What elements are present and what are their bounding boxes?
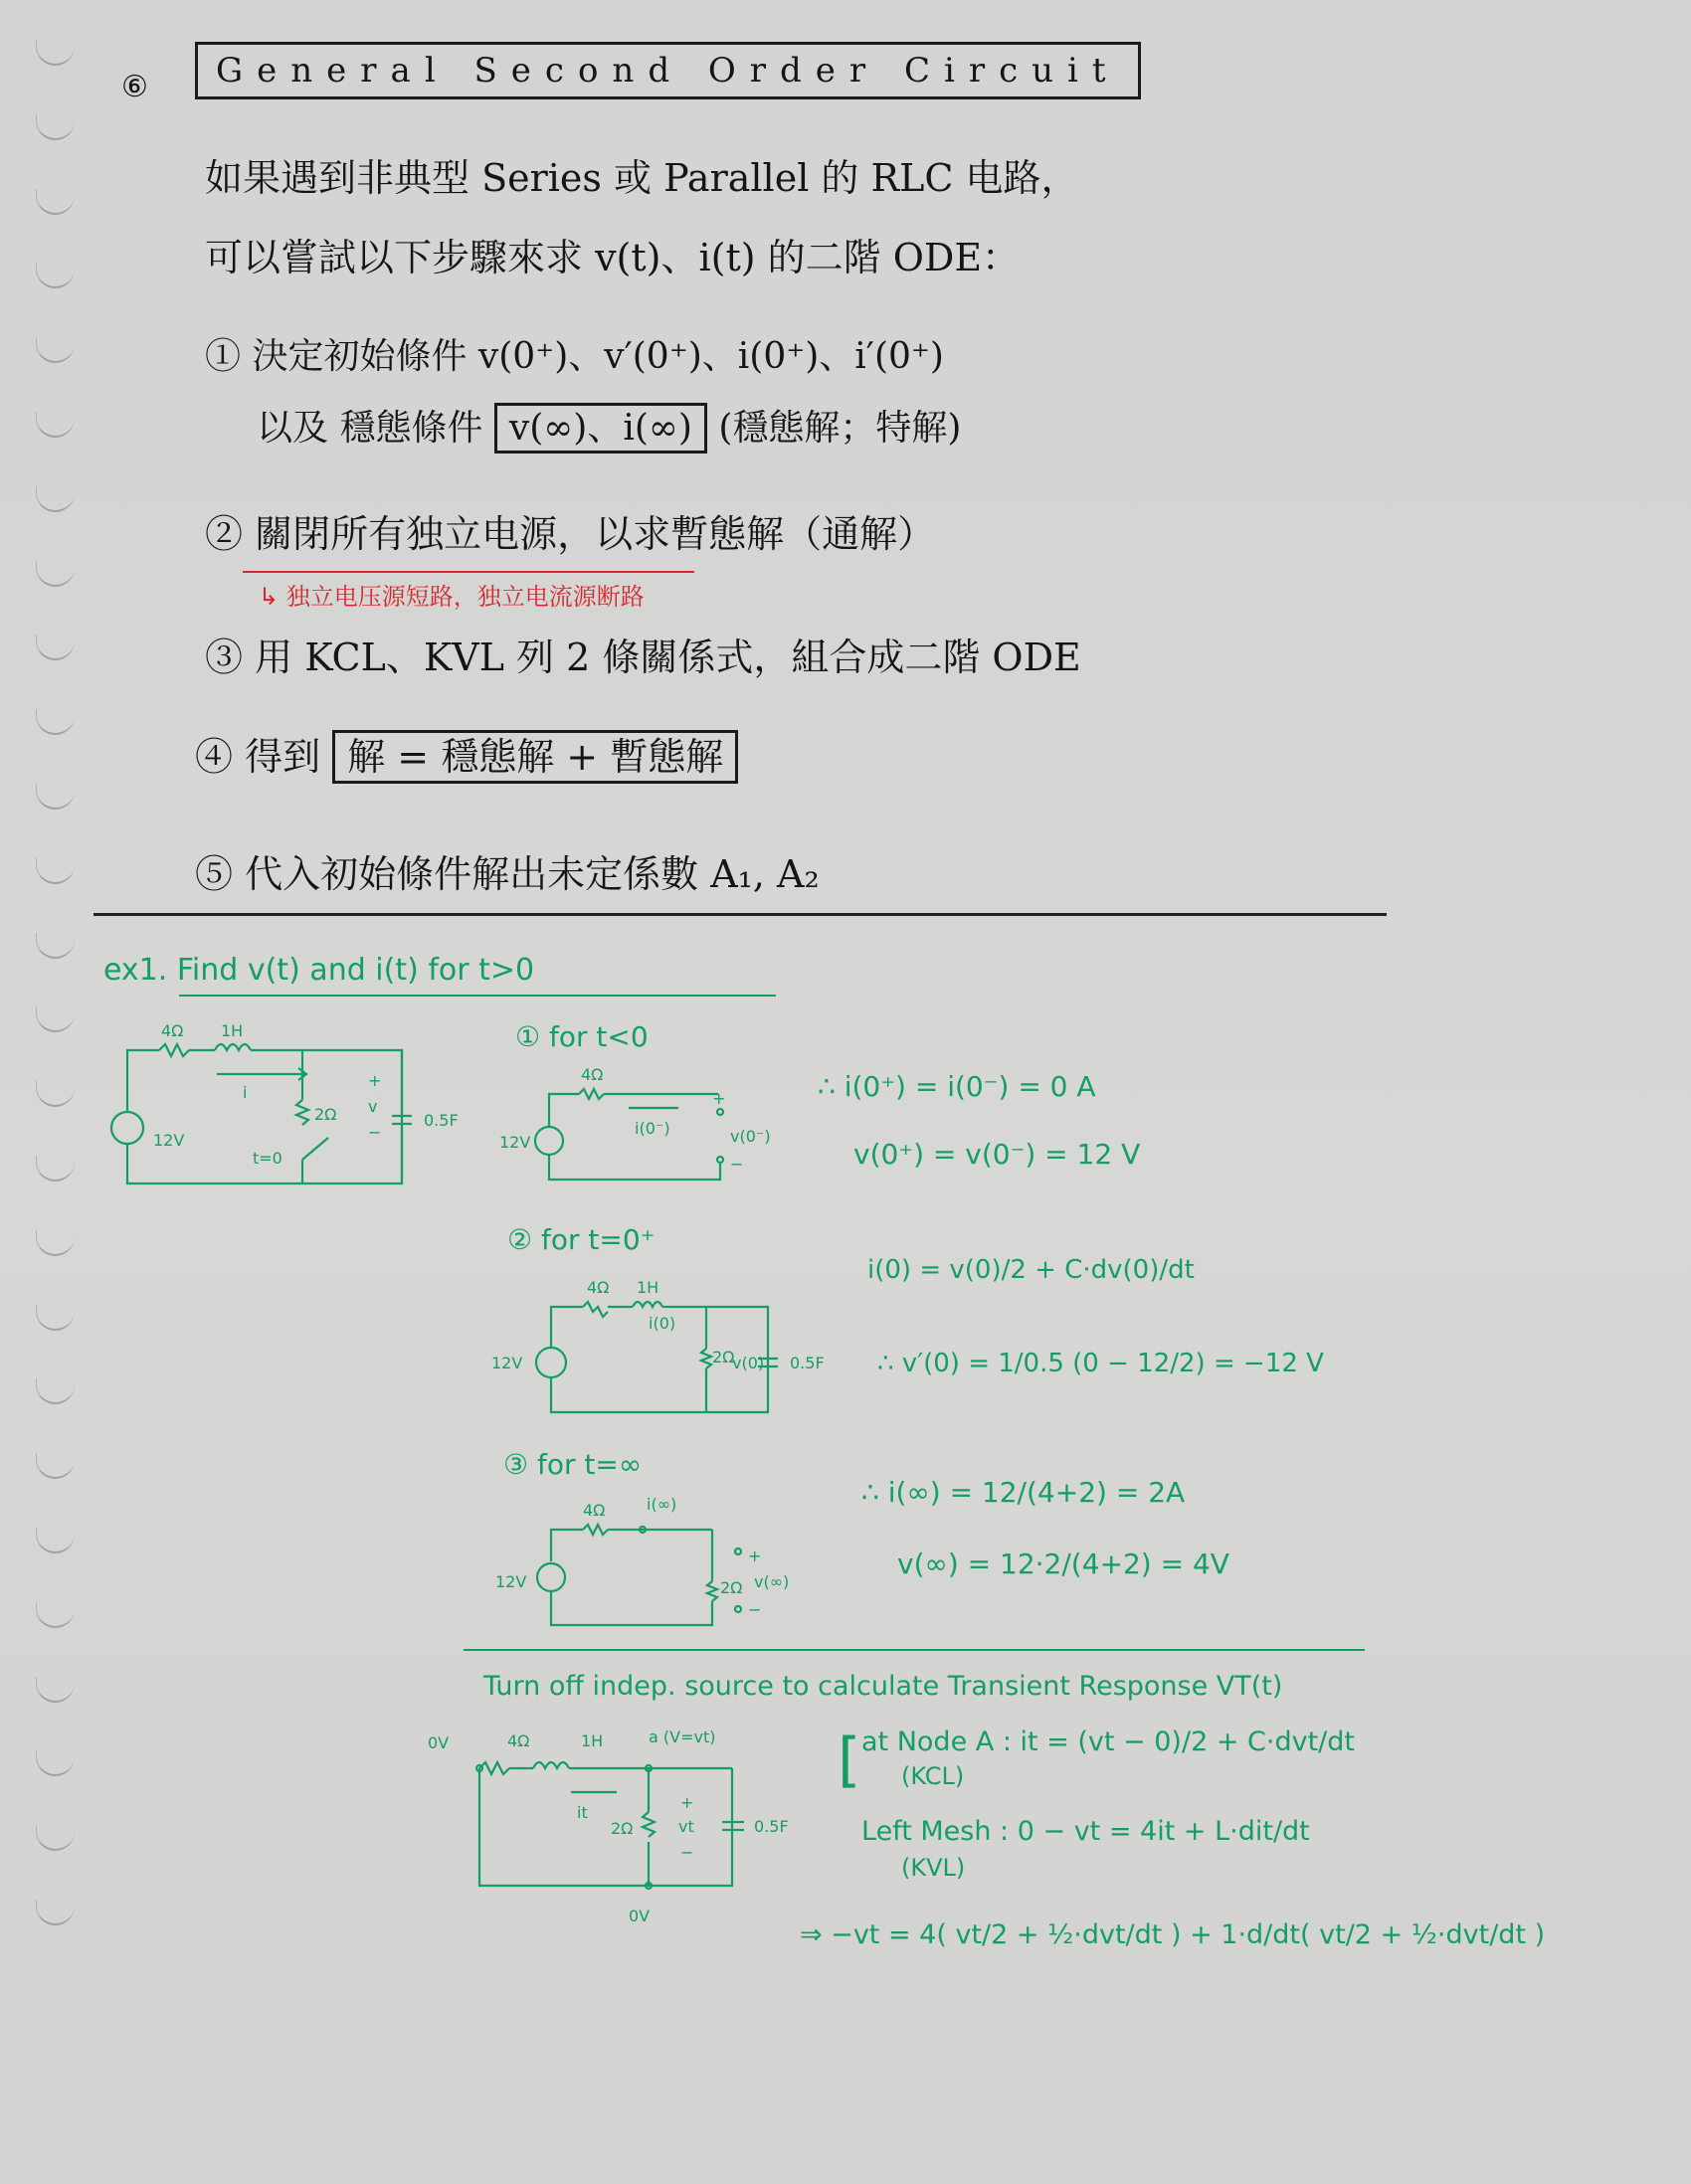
- c2-label-12v: 12V: [491, 1354, 523, 1372]
- case-3-eq-2: v(∞) = 12·2/(4+2) = 4V: [897, 1547, 1229, 1580]
- c2-resistor: [583, 1302, 608, 1317]
- c1-terminal-bottom: [717, 1157, 723, 1163]
- binder-hole: [36, 1378, 75, 1404]
- case-2-circuit: [487, 1273, 846, 1422]
- binder-hole: [36, 1156, 75, 1182]
- c1-resistor: [579, 1089, 604, 1099]
- binder-hole: [36, 933, 75, 959]
- c1-label-i0m: i(0⁻): [635, 1119, 670, 1138]
- c1-label-4ohm: 4Ω: [581, 1065, 604, 1084]
- label-12v: 12V: [153, 1131, 185, 1150]
- kcl-equation: at Node A : it = (vt − 0)/2 + C·dvt/dt: [861, 1727, 1355, 1757]
- step-5: [195, 843, 820, 898]
- label-minus: −: [368, 1123, 382, 1142]
- case-2-heading: ② for t=0⁺: [507, 1223, 656, 1256]
- c3-label-vinf: v(∞): [754, 1572, 790, 1591]
- step-1: [205, 328, 944, 379]
- binder-hole: [36, 1677, 75, 1703]
- c2-label-1h: 1H: [637, 1278, 659, 1297]
- c3-terminal-bottom: [735, 1606, 741, 1612]
- transient-circuit: [422, 1723, 820, 1931]
- resistor-2ohm-symbol: [296, 1100, 308, 1125]
- case-3-circuit: [491, 1492, 820, 1641]
- c3-label-iinf: i(∞): [647, 1495, 677, 1514]
- c1-source: [535, 1127, 563, 1155]
- binder-hole: [36, 709, 75, 735]
- tr-label-05f: 0.5F: [754, 1817, 789, 1836]
- case-1-circuit: [499, 1064, 798, 1193]
- binder-hole: [36, 1305, 75, 1331]
- c1-terminal-top: [717, 1109, 723, 1115]
- tr-resistor: [479, 1762, 509, 1774]
- voltage-source-symbol: [111, 1112, 143, 1144]
- tr-inductor: [533, 1762, 569, 1768]
- c1-label-v0m: v(0⁻): [730, 1127, 771, 1146]
- transient-divider: [464, 1649, 1365, 1651]
- binder-hole: [36, 189, 75, 215]
- main-wire: [127, 1050, 159, 1112]
- case-1-eq-1: ∴ i(0⁺) = i(0⁻) = 0 A: [818, 1070, 1096, 1103]
- c1-label-plus: +: [712, 1089, 726, 1108]
- binder-hole: [36, 114, 75, 140]
- step-4-text: 得到: [245, 735, 321, 779]
- binder-hole: [36, 1006, 75, 1032]
- step-2-number: ②: [205, 512, 244, 556]
- tr-wire-left: [479, 1768, 732, 1886]
- c2-label-2ohm: 2Ω: [712, 1348, 735, 1366]
- c2-label-05f: 0.5F: [790, 1354, 825, 1372]
- tr-label-zero-left: 0V: [428, 1733, 450, 1752]
- c2-label-v0: v(0): [732, 1354, 765, 1372]
- steady-condition-note: (穩態解；特解): [718, 408, 962, 449]
- tr-label-4ohm: 4Ω: [507, 1731, 530, 1750]
- step-5-number: ⑤: [195, 852, 234, 896]
- label-i: i: [243, 1083, 248, 1102]
- c3-label-2ohm: 2Ω: [720, 1578, 743, 1597]
- c3-wire-bottom: [551, 1591, 712, 1625]
- tr-label-1h: 1H: [581, 1731, 604, 1750]
- step-2-text: 關閉所有独立电源，以求暫態解（通解）: [255, 512, 936, 556]
- kcl-tag: (KCL): [901, 1762, 965, 1790]
- case-3-eq-1: ∴ i(∞) = 12/(4+2) = 2A: [861, 1476, 1186, 1509]
- binder-hole: [36, 40, 75, 66]
- c2-label-i0: i(0): [649, 1314, 676, 1333]
- equation-brace: [: [838, 1726, 861, 1795]
- case-1-eq-2: v(0⁺) = v(0⁻) = 12 V: [853, 1138, 1141, 1171]
- intro-line-1: 如果遇到非典型 Series 或 Parallel 的 RLC 电路，: [205, 156, 1079, 200]
- label-t0: t=0: [253, 1149, 282, 1168]
- step-5-text: 代入初始條件解出未定係數 A₁, A₂: [245, 852, 820, 896]
- tr-resistor-2ohm: [643, 1812, 655, 1837]
- c3-terminal-top: [735, 1548, 741, 1554]
- label-1h: 1H: [221, 1021, 244, 1040]
- section-number: ⑥: [121, 70, 148, 104]
- binder-hole: [36, 1602, 75, 1628]
- c1-wire: [549, 1094, 579, 1126]
- step-4-number: ④: [195, 735, 234, 779]
- c3-source: [537, 1563, 565, 1591]
- tr-label-2ohm: 2Ω: [611, 1819, 634, 1838]
- binder-holes: [36, 40, 86, 1989]
- example-heading: ex1. Find v(t) and i(t) for t>0: [103, 953, 535, 988]
- binder-hole: [36, 1081, 75, 1107]
- c3-label-12v: 12V: [495, 1572, 527, 1591]
- c3-wire: [551, 1530, 583, 1561]
- binder-hole: [36, 1900, 75, 1925]
- binder-hole: [36, 263, 75, 288]
- binder-hole: [36, 1230, 75, 1256]
- label-05f: 0.5F: [424, 1111, 459, 1130]
- case-3-heading: ③ for t=∞: [503, 1448, 643, 1481]
- c2-label-4ohm: 4Ω: [587, 1278, 610, 1297]
- binder-hole: [36, 486, 75, 512]
- tr-label-it: it: [577, 1803, 588, 1822]
- step-1-text: 決定初始條件 v(0⁺)、v′(0⁺)、i(0⁺)、i′(0⁺): [252, 336, 944, 377]
- c3-label-minus: −: [748, 1600, 762, 1619]
- c1-label-minus: −: [730, 1155, 744, 1174]
- case-2-eq-2: ∴ v′(0) = 1/0.5 (0 − 12/2) = −12 V: [877, 1349, 1324, 1378]
- step-3-number: ③: [205, 636, 244, 679]
- binder-hole: [36, 561, 75, 587]
- step-2: [205, 503, 935, 558]
- binder-hole: [36, 1825, 75, 1851]
- binder-hole: [36, 858, 75, 884]
- c3-label-4ohm: 4Ω: [583, 1501, 606, 1520]
- transient-heading: Turn off indep. source to calculate Transient Response VT(t): [483, 1671, 1283, 1702]
- c1-label-12v: 12V: [499, 1133, 531, 1152]
- step-3-text: 用 KCL、KVL 列 2 條關係式，組合成二階 ODE: [255, 636, 1081, 679]
- tr-label-plus: +: [680, 1793, 694, 1812]
- binder-hole: [36, 337, 75, 363]
- c2-wire: [551, 1307, 583, 1347]
- section-divider: [94, 913, 1387, 916]
- tr-label-node-a: a (V=vt): [649, 1728, 716, 1746]
- main-circuit-diagram: [107, 1020, 459, 1189]
- steady-condition-box: v(∞)、i(∞): [494, 403, 707, 454]
- resistor-4ohm-symbol: [159, 1044, 189, 1056]
- step-1-number: ①: [205, 336, 242, 377]
- example-heading-underline: [179, 995, 776, 997]
- case-1-heading: ① for t<0: [515, 1020, 649, 1053]
- binder-hole: [36, 1528, 75, 1553]
- binder-hole: [36, 1750, 75, 1776]
- kvl-tag: (KVL): [901, 1854, 966, 1882]
- c1-wire-bottom: [549, 1156, 720, 1180]
- c3-resistor: [583, 1525, 608, 1535]
- tr-label-zero-bottom: 0V: [629, 1907, 651, 1925]
- label-v: v: [368, 1097, 378, 1116]
- binder-hole: [36, 1453, 75, 1479]
- c3-resistor-2ohm: [707, 1581, 717, 1601]
- step-4: [195, 726, 738, 781]
- page-title: General Second Order Circuit: [195, 42, 1141, 99]
- kvl-equation: Left Mesh : 0 − vt = 4it + L·dit/dt: [861, 1816, 1310, 1847]
- c2-resistor-2ohm: [701, 1349, 711, 1368]
- step-2-underline: [243, 571, 694, 573]
- tr-label-vt: vt: [678, 1817, 694, 1836]
- inductor-symbol: [215, 1044, 251, 1050]
- c3-label-plus: +: [748, 1547, 762, 1565]
- solution-box: 解 = 穩態解 + 暫態解: [332, 730, 738, 784]
- binder-hole: [36, 784, 75, 810]
- label-plus: +: [368, 1071, 382, 1090]
- label-4ohm: 4Ω: [161, 1021, 184, 1040]
- step-1-steady: [257, 400, 961, 451]
- final-ode: ⇒ −vt = 4( vt/2 + ½·dvt/dt ) + 1·d/dt( vt/2 + ½·dvt/dt ): [800, 1919, 1546, 1950]
- step-2-red-note: ↳ 独立电压源短路，独立电流源断路: [259, 583, 645, 611]
- binder-hole: [36, 635, 75, 660]
- switch-symbol: [302, 1138, 328, 1160]
- c2-source: [536, 1348, 566, 1377]
- intro-line-2: 可以嘗試以下步驟來求 v(t)、i(t) 的二階 ODE：: [205, 236, 1021, 279]
- label-2ohm: 2Ω: [314, 1105, 337, 1124]
- step-3: [205, 627, 1081, 681]
- case-2-eq-1: i(0) = v(0)/2 + C·dv(0)/dt: [867, 1255, 1195, 1285]
- c2-inductor: [633, 1302, 662, 1307]
- steady-condition-label: 以及 穩態條件: [257, 408, 483, 449]
- binder-hole: [36, 412, 75, 438]
- tr-label-minus: −: [680, 1843, 694, 1862]
